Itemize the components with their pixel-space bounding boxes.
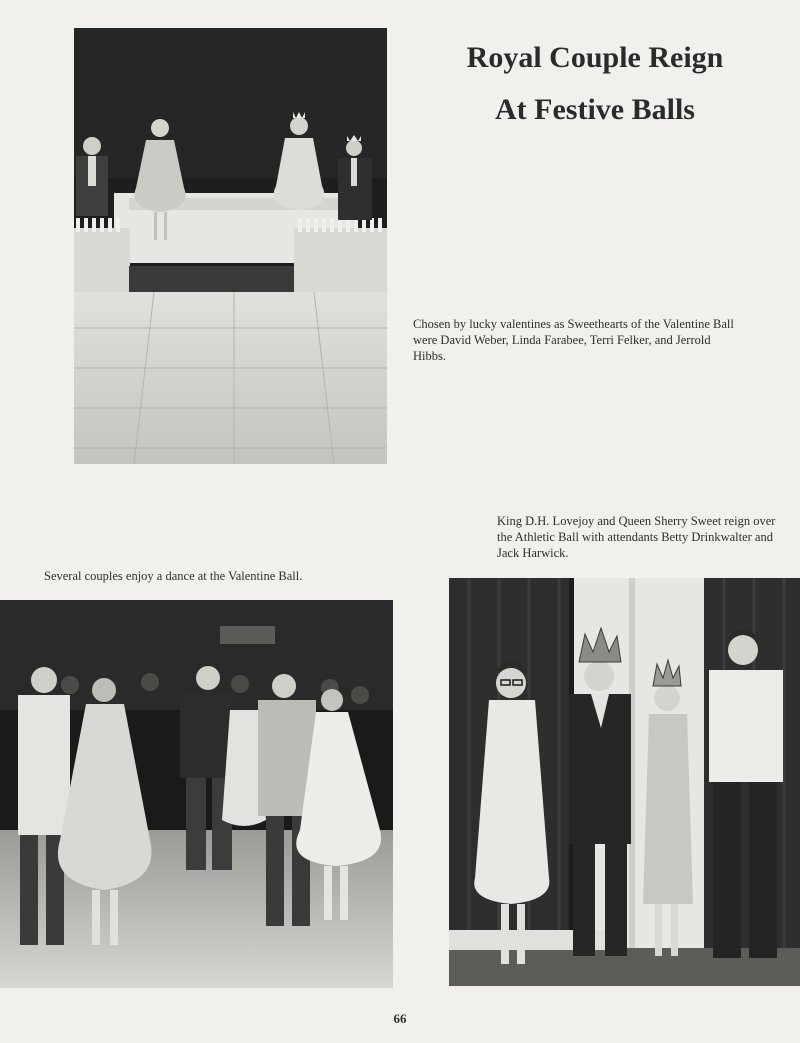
athletic-ball-caption: King D.H. Lovejoy and Queen Sherry Sweet reign over the Athletic Ball with attendants Betty Drinkwalter and Jack Harwick.	[497, 514, 776, 560]
page-number: 66	[393, 1011, 407, 1026]
headline-line-2: At Festive Balls	[495, 93, 695, 126]
athletic-photo-graphic	[449, 578, 800, 986]
athletic-ball-royalty-photo	[449, 578, 800, 986]
headline-line-1: Royal Couple Reign	[466, 41, 724, 74]
valentine-sweethearts-photo	[74, 28, 387, 464]
dance-caption: Several couples enjoy a dance at the Valentine Ball.	[44, 569, 303, 583]
page-headline	[420, 32, 770, 136]
dance-photo-graphic	[0, 600, 393, 988]
couples-dancing-photo	[0, 600, 393, 988]
valentine-photo-graphic	[74, 28, 387, 464]
valentine-caption: Chosen by lucky valentines as Sweethearts of the Valentine Ball were David Weber, Linda Farabee, Terri Felker, and Jerrold Hibbs.	[413, 317, 734, 363]
